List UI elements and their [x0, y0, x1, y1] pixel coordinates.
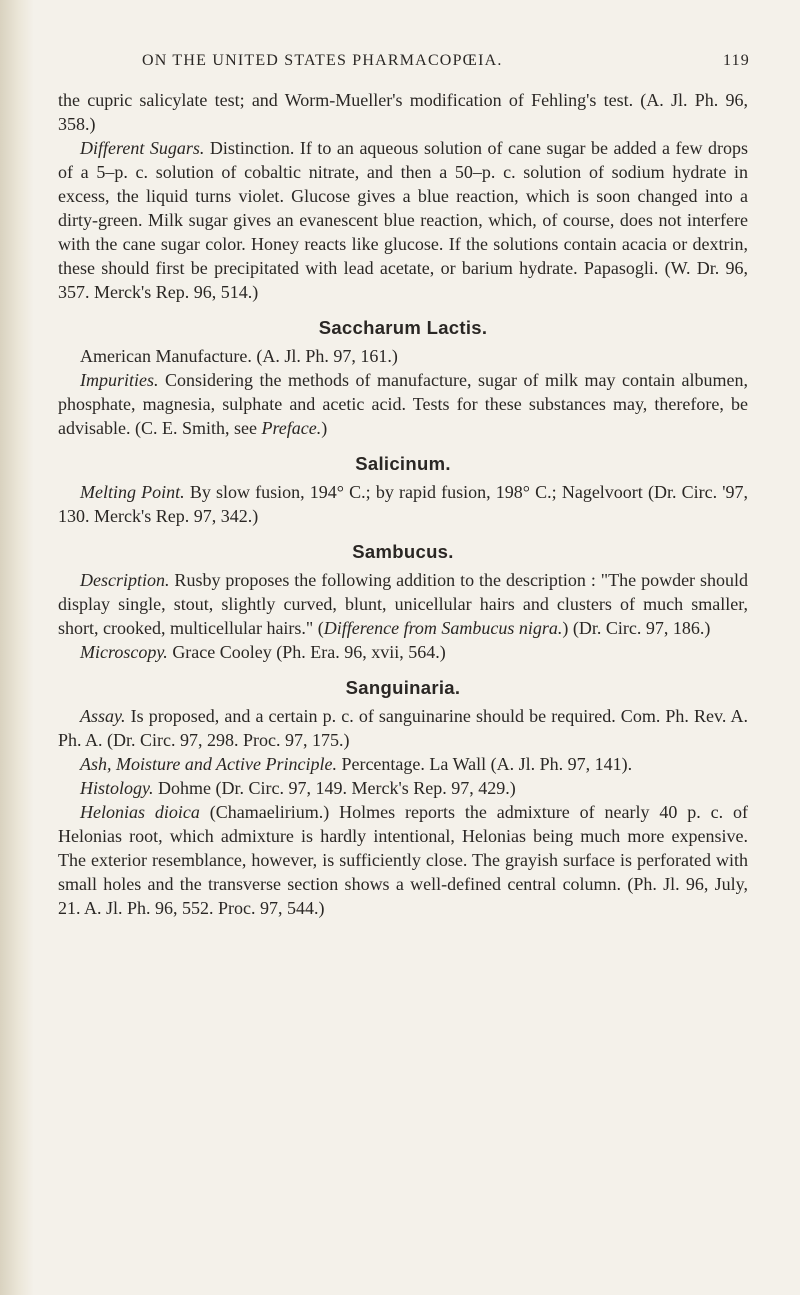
section-heading: Saccharum Lactis.: [318, 317, 488, 338]
body-text: Percentage. La Wall (A. Jl. Ph. 97, 141).: [336, 754, 633, 774]
italic-text: Difference from Sambucus nigra.: [323, 618, 563, 638]
body-text: Distinction. If to an aqueous solution of cane sugar be added a few drops of a 5–p. c. solution of cobaltic nitrate, and then a 50–p. c. solution of sodium hydrate in excess, the liquid turns violet. Glucose gives a blue reaction, which is soon changed into a dirty-green. Milk sugar gives an evanescent blue reaction, which, of course, does not interfere with the cane sugar color. Honey reacts like glucose. If the solutions contain acacia or dextrin, these should first be precipitated with lead acetate, or barium hydrate. Papasogli. (W. Dr. 96, 357. Merck's Rep. 96, 514.): [58, 138, 749, 302]
page-body: [58, 88, 748, 920]
paragraph: [58, 704, 748, 752]
italic-text: Preface.: [261, 418, 322, 438]
body-text: Grace Cooley (Ph. Era. 96, xvii, 564.): [167, 642, 446, 662]
body-text: ): [321, 418, 328, 438]
italic-text: Melting Point.: [80, 482, 185, 502]
body-text: Considering the methods of manufacture, sugar of milk may contain albumen, phosphate, magnesia, sulphate and acetic acid. Tests for these substances may, therefore, be advisable. (C. E. Smith, see: [58, 370, 748, 438]
body-text: the cupric salicylate test; and Worm-Mueller's modification of Fehling's test. (A. Jl. Ph. 96, 358.): [58, 90, 748, 134]
paragraph: [58, 344, 748, 368]
book-page: [58, 52, 748, 920]
paragraph: [58, 136, 748, 304]
body-text: Is proposed, and a certain p. c. of sanguinarine should be required. Com. Ph. Rev. A. Ph. A. (Dr. Circ. 97, 298. Proc. 97, 175.): [58, 706, 748, 750]
page-number: 119: [722, 52, 750, 69]
italic-text: Description.: [80, 570, 170, 590]
paragraph: [58, 800, 748, 920]
running-head: ON THE UNITED STATES PHARMACOPŒIA.: [142, 52, 503, 69]
italic-text: Different Sugars.: [80, 138, 205, 158]
paragraph: [58, 640, 748, 664]
body-text: ) (Dr. Circ. 97, 186.): [562, 618, 711, 638]
paragraph: [58, 752, 748, 776]
paragraph: [58, 568, 748, 640]
section-heading: Sambucus.: [352, 541, 454, 562]
body-text: Dohme (Dr. Circ. 97, 149. Merck's Rep. 97, 429.): [153, 778, 516, 798]
italic-text: Assay.: [80, 706, 126, 726]
page-header: [58, 52, 748, 78]
italic-text: Helonias dioica: [80, 802, 200, 822]
body-text: By slow fusion, 194° C.; by rapid fusion, 198° C.; Nagelvoort (Dr. Circ. '97, 130. Merck's Rep. 97, 342.): [58, 482, 749, 526]
paragraph: [58, 776, 748, 800]
body-text: (Chamaelirium.) Holmes reports the admixture of nearly 40 p. c. of Helonias root, which admixture is hardly intentional, Helonias being much more expensive. The exterior resemblance, however, is sufficiently close. The grayish surface is perforated with small holes and the transverse section shows a well-defined central column. (Ph. Jl. 96, July, 21. A. Jl. Ph. 96, 552. Proc. 97, 544.): [58, 802, 748, 918]
italic-text: Histology.: [80, 778, 154, 798]
italic-text: Impurities.: [80, 370, 159, 390]
paragraph: [58, 480, 748, 528]
book-spine-shadow: [0, 0, 34, 1295]
italic-text: Microscopy.: [80, 642, 168, 662]
italic-text: Ash, Moisture and Active Principle.: [80, 754, 337, 774]
section-heading: Salicinum.: [355, 453, 451, 474]
section-heading: Sanguinaria.: [345, 677, 461, 698]
paragraph: [58, 368, 748, 440]
body-text: American Manufacture. (A. Jl. Ph. 97, 161.): [80, 346, 398, 366]
paragraph: [58, 88, 748, 136]
body-text: Rusby proposes the following addition to the description : "The powder should display single, stout, slightly curved, blunt, unicellular hairs and clusters of much smaller, short, crooked, multicellular hairs." (: [58, 570, 748, 638]
